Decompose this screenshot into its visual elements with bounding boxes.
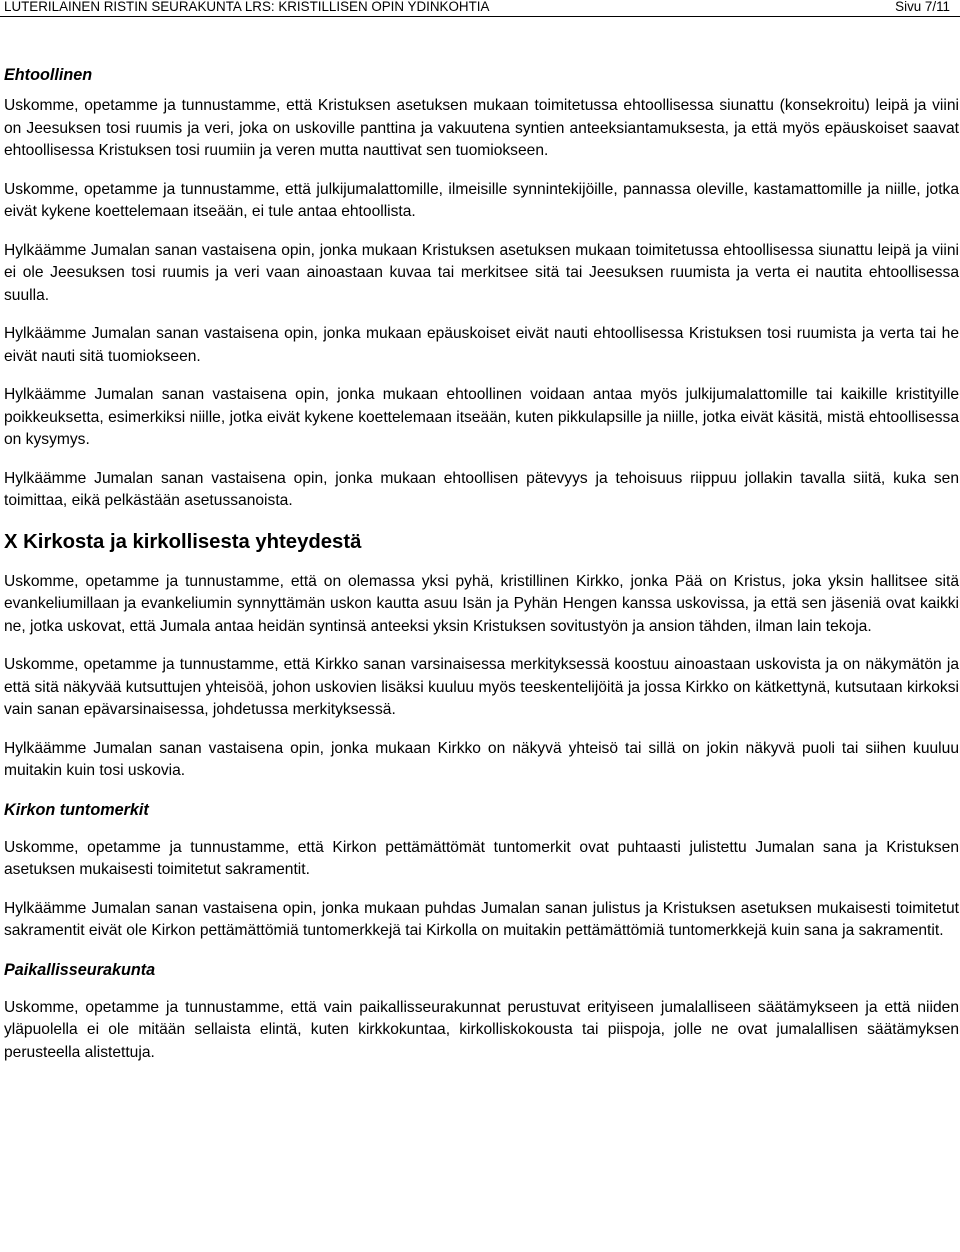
- section-heading-paikallisseurakunta: Paikallisseurakunta: [4, 960, 156, 979]
- paragraph: Hylkäämme Jumalan sanan vastaisena opin, jonka mukaan Kristuksen asetuksen mukaan toimitetussa ehtoollisessa siunattu leipä ja viini ei ole Jeesuksen tosi ruumis ja veri vaan ainoastaan kuvaa tai merkitsee sitä tai Jeesuksen ruumista ja verta ei nautita ehtoollisessa suulla.: [4, 241, 959, 304]
- chapter-heading-kirkosta: X Kirkosta ja kirkollisesta yhteydestä: [4, 530, 362, 553]
- paragraph: Hylkäämme Jumalan sanan vastaisena opin, jonka mukaan epäuskoiset eivät nauti ehtoollisessa Kristuksen tosi ruumista ja verta tai he eivät nauti sitä tuomiokseen.: [4, 325, 959, 365]
- section-heading-ehtoollinen: Ehtoollinen: [4, 66, 93, 84]
- page-number: Sivu 7/11: [895, 0, 950, 14]
- header-title: LUTERILAINEN RISTIN SEURAKUNTA LRS: KRISTILLISEN OPIN YDINKOHTIA: [4, 0, 490, 14]
- paragraph: Hylkäämme Jumalan sanan vastaisena opin, jonka mukaan ehtoollinen voidaan antaa myös julkijumalattomille tai kaikille kristityille poikkeuksetta, esimerkiksi niille, jotka eivät kykene koettelemaan itseään, kuten pikkulapsille ja niille, jotka eivät käsitä, mistä ehtoollisessa on kysymys.: [4, 386, 959, 448]
- header-divider: [0, 16, 960, 17]
- paragraph: Uskomme, opetamme ja tunnustamme, että on olemassa yksi pyhä, kristillinen Kirkko, jonka Pää on Kristus, joka yksin hallitsee sitä evankeliumillaan ja evankeliumin synnyttämän uskon kautta asuu Isän ja Pyhän Hengen kanssa uskovissa, ja että sen jäseniä ovat kaikki ne, jotka uskovat, että Jumala antaa heidän syntinsä anteeksi yksin Kristuksen sovitustyön ja ansion tähden, ilman lain tekoja.: [4, 572, 959, 635]
- paragraph: Uskomme, opetamme ja tunnustamme, että julkijumalattomille, ilmeisille synnintekijöille, pannassa oleville, kastamattomille ja niille, jotka eivät kykene koettelemaan itseään, ei tule antaa ehtoollista.: [4, 180, 959, 220]
- paragraph: Hylkäämme Jumalan sanan vastaisena opin, jonka mukaan puhdas Jumalan sanan julistus ja Kristuksen asetuksen mukaisesti toimitetut sakramentit eivät ole Kirkon pettämättömiä tuntomerkkejä tai Kirkolla on muitakin pettämättömiä tuntomerkkejä kuin sana ja sakramentit.: [4, 899, 959, 939]
- paragraph: Uskomme, opetamme ja tunnustamme, että Kirkko sanan varsinaisessa merkityksessä koostuu ainoastaan uskovista ja on näkymätön ja että sitä näkyvää kutsuttujen yhteisöä, johon uskovien lisäksi kuuluu myös teeskentelijöitä ja jossa Kirkko on kätkettynä, kutsutaan kirkoksi vain sanan epävarsinaisessa, johdetussa merkityksessä.: [4, 656, 959, 718]
- paragraph: Uskomme, opetamme ja tunnustamme, että Kristuksen asetuksen mukaan toimitetussa ehtoollisessa siunattu (konsekroitu) leipä ja viini on Jeesuksen tosi ruumis ja veri, joka on uskoville panttina ja vakuutena syntien anteeksiantamuksesta, ja että myös epäuskoiset saavat ehtoollisessa Kristuksen tosi ruumiin ja veren mutta nauttivat sen tuomiokseen.: [4, 97, 959, 159]
- paragraph: Hylkäämme Jumalan sanan vastaisena opin, jonka mukaan ehtoollisen pätevyys ja tehoisuus riippuu jollakin tavalla siitä, kuka sen toimittaa, eikä pelkästään asetussanoista.: [4, 469, 959, 509]
- section-heading-kirkon-tuntomerkit: Kirkon tuntomerkit: [4, 800, 149, 819]
- page-header: [4, 0, 950, 14]
- paragraph: Uskomme, opetamme ja tunnustamme, että vain paikallisseurakunnat perustuvat erityiseen jumalalliseen säätämykseen ja että niiden yläpuolella ei ole mitään sellaista elintä, kuten kirkkokuntaa, kirkolliskokousta tai piispoja, jolle ne ovat jumalallisen säätämyksen perusteella alistettuja.: [4, 998, 959, 1061]
- paragraph: Uskomme, opetamme ja tunnustamme, että Kirkon pettämättömät tuntomerkit ovat puhtaasti julistettu Jumalan sana ja Kristuksen asetuksen mukaisesti toimitetut sakramentit.: [4, 838, 959, 878]
- document-body: [4, 64, 959, 1080]
- paragraph: Hylkäämme Jumalan sanan vastaisena opin, jonka mukaan Kirkko on näkyvä yhteisö tai sillä on jokin näkyvä puoli tai siihen kuuluu muitakin kuin tosi uskovia.: [4, 739, 959, 779]
